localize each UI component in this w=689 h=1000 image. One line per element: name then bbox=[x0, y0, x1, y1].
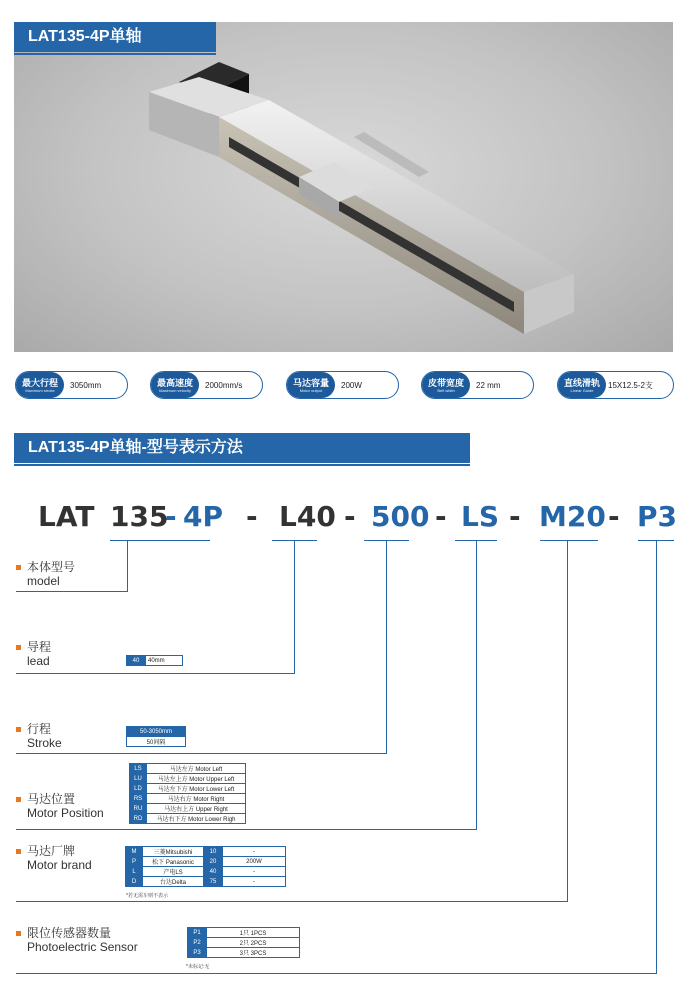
section-label-cn: 行程 bbox=[16, 722, 62, 736]
code-underline bbox=[540, 540, 598, 541]
sensor-note: *未标记:无 bbox=[186, 964, 210, 970]
table-cell: 台达Delta bbox=[143, 877, 204, 887]
table-row bbox=[188, 938, 300, 948]
table-row bbox=[126, 847, 286, 857]
table-row bbox=[127, 727, 186, 737]
lead-table bbox=[126, 655, 183, 666]
brand-note: *若无需车则不表示 bbox=[126, 893, 168, 899]
section-label-cn: 马达位置 bbox=[16, 792, 104, 806]
table-row bbox=[130, 784, 246, 794]
table-cell: P3 bbox=[188, 948, 207, 958]
table-cell: RD bbox=[130, 814, 147, 824]
connector-sensor bbox=[16, 973, 657, 974]
section-label-en: Motor Position bbox=[27, 806, 104, 820]
spec-label-cn: 马达容量 bbox=[293, 377, 330, 388]
brand-table bbox=[125, 846, 286, 887]
connector-lead bbox=[294, 540, 295, 674]
spec-label bbox=[287, 372, 335, 398]
spec-value: 3050mm bbox=[70, 380, 102, 390]
spec-label bbox=[151, 372, 199, 398]
table-cell: 200W bbox=[223, 857, 286, 867]
spec-value: 2000mm/s bbox=[205, 380, 243, 390]
code-sensor: P3 bbox=[637, 500, 678, 533]
table-cell: P bbox=[126, 857, 143, 867]
spec-label-en: Linear Guide bbox=[570, 387, 594, 393]
code-position: LS bbox=[461, 500, 500, 533]
spec-label-cn: 最大行程 bbox=[22, 377, 59, 388]
table-cell: 马达右上方 Upper Right bbox=[147, 804, 246, 814]
section-label-cn: 限位传感器数量 bbox=[16, 926, 138, 940]
table-cell: 马达右方 Motor Right bbox=[147, 794, 246, 804]
section-label-en: Stroke bbox=[27, 736, 62, 750]
table-row bbox=[130, 814, 246, 824]
section-sensor bbox=[16, 926, 138, 954]
spec-value: 22 mm bbox=[476, 380, 501, 390]
spec-max-velocity bbox=[150, 371, 263, 399]
table-cell: 50-3050mm bbox=[127, 727, 186, 737]
spec-label-cn: 最高速度 bbox=[157, 377, 194, 388]
table-row bbox=[127, 737, 186, 747]
table-cell: RU bbox=[130, 804, 147, 814]
table-row bbox=[126, 867, 286, 877]
connector-brand bbox=[16, 901, 568, 902]
connector-brand bbox=[567, 540, 568, 902]
spec-belt-width bbox=[421, 371, 534, 399]
connector-sensor bbox=[656, 540, 657, 974]
spec-label bbox=[422, 372, 470, 398]
table-cell: 马达左方 Motor Left bbox=[147, 764, 246, 774]
table-cell: P1 bbox=[188, 928, 207, 938]
connector-model bbox=[127, 540, 128, 592]
code-series: LAT bbox=[38, 500, 95, 533]
table-row bbox=[130, 764, 246, 774]
table-cell: 三菱Mitsubishi bbox=[143, 847, 204, 857]
spec-linear-guide bbox=[557, 371, 674, 399]
table-cell: 马达左上方 Motor Upper Left bbox=[147, 774, 246, 784]
table-cell: M bbox=[126, 847, 143, 857]
code-type: 4P bbox=[183, 500, 224, 533]
table-cell: 3只 3PCS bbox=[207, 948, 300, 958]
section-label-en: lead bbox=[27, 654, 50, 668]
connector-stroke bbox=[386, 540, 387, 754]
section-position bbox=[16, 792, 104, 820]
table-cell: 马达右下方 Motor Lower Righ bbox=[147, 814, 246, 824]
code-dash: - bbox=[435, 500, 447, 533]
table-cell: RS bbox=[130, 794, 147, 804]
table-cell: - bbox=[223, 847, 286, 857]
section-brand bbox=[16, 844, 92, 872]
section-label-en: model bbox=[27, 574, 60, 588]
table-cell: 10 bbox=[204, 847, 223, 857]
table-cell: LD bbox=[130, 784, 147, 794]
section-model bbox=[16, 560, 75, 588]
table-row bbox=[126, 857, 286, 867]
table-cell: 50间隔 bbox=[127, 737, 186, 747]
position-table bbox=[129, 763, 246, 824]
model-title-bar bbox=[14, 433, 470, 463]
product-title-bar bbox=[14, 22, 216, 52]
product-title: LAT135-4P单轴 bbox=[28, 28, 142, 45]
section-label-cn: 本体型号 bbox=[16, 560, 75, 574]
code-dash: - bbox=[165, 500, 177, 533]
spec-label-en: Motor output bbox=[299, 387, 323, 393]
table-cell: 40 bbox=[127, 656, 146, 666]
table-row bbox=[130, 804, 246, 814]
section-label-cn: 导程 bbox=[16, 640, 51, 654]
table-cell: L bbox=[126, 867, 143, 877]
table-cell: LU bbox=[130, 774, 147, 784]
table-row bbox=[130, 774, 246, 784]
table-row bbox=[130, 794, 246, 804]
spec-label bbox=[558, 372, 606, 398]
spec-max-stroke bbox=[15, 371, 128, 399]
table-cell: P2 bbox=[188, 938, 207, 948]
table-cell: 40mm bbox=[146, 656, 183, 666]
section-label-cn: 马达厂牌 bbox=[16, 844, 92, 858]
table-cell: 40 bbox=[204, 867, 223, 877]
spec-label-en: Maximum stroke bbox=[25, 387, 55, 393]
code-underline bbox=[110, 540, 210, 541]
code-dash: - bbox=[608, 500, 620, 533]
table-cell: LS bbox=[130, 764, 147, 774]
spec-label bbox=[16, 372, 64, 398]
spec-label-cn: 皮带宽度 bbox=[428, 377, 465, 388]
model-title: LAT135-4P单轴-型号表示方法 bbox=[28, 439, 243, 456]
table-cell: 2只 2PCS bbox=[207, 938, 300, 948]
table-cell: - bbox=[223, 877, 286, 887]
code-lead: L40 bbox=[279, 500, 336, 533]
table-cell: 75 bbox=[204, 877, 223, 887]
code-stroke: 500 bbox=[371, 500, 430, 533]
spec-value: 200W bbox=[341, 380, 362, 390]
code-dash: - bbox=[246, 500, 258, 533]
connector-stroke bbox=[16, 753, 387, 754]
product-image bbox=[14, 22, 673, 352]
section-stroke bbox=[16, 722, 62, 750]
table-cell: 松下 Panasonic bbox=[143, 857, 204, 867]
table-row bbox=[188, 928, 300, 938]
spec-label-en: Maximum velocity bbox=[159, 387, 191, 393]
sensor-table bbox=[187, 927, 300, 958]
table-row bbox=[188, 948, 300, 958]
spec-label-en: Belt width bbox=[437, 387, 455, 393]
connector-lead bbox=[16, 673, 295, 674]
spec-motor-output bbox=[286, 371, 399, 399]
section-label-en: Photoelectric Sensor bbox=[27, 940, 138, 954]
stroke-table bbox=[126, 726, 186, 747]
connector-model bbox=[16, 591, 128, 592]
table-cell: D bbox=[126, 877, 143, 887]
spec-label-cn: 直线滑轨 bbox=[564, 377, 601, 388]
table-cell: 1只 1PCS bbox=[207, 928, 300, 938]
connector-position bbox=[476, 540, 477, 830]
table-row bbox=[127, 656, 183, 666]
table-row bbox=[126, 877, 286, 887]
code-dash: - bbox=[509, 500, 521, 533]
spec-value: 15X12.5-2支 bbox=[608, 380, 653, 390]
table-cell: 产电LS bbox=[143, 867, 204, 877]
table-cell: - bbox=[223, 867, 286, 877]
table-cell: 马达左下方 Motor Lower Left bbox=[147, 784, 246, 794]
table-cell: 20 bbox=[204, 857, 223, 867]
connector-position bbox=[16, 829, 477, 830]
code-brand: M20 bbox=[539, 500, 606, 533]
section-label-en: Motor brand bbox=[27, 858, 92, 872]
linear-actuator-illustration bbox=[14, 22, 673, 352]
code-dash: - bbox=[344, 500, 356, 533]
section-lead bbox=[16, 640, 51, 668]
code-size: 135 bbox=[110, 500, 169, 533]
